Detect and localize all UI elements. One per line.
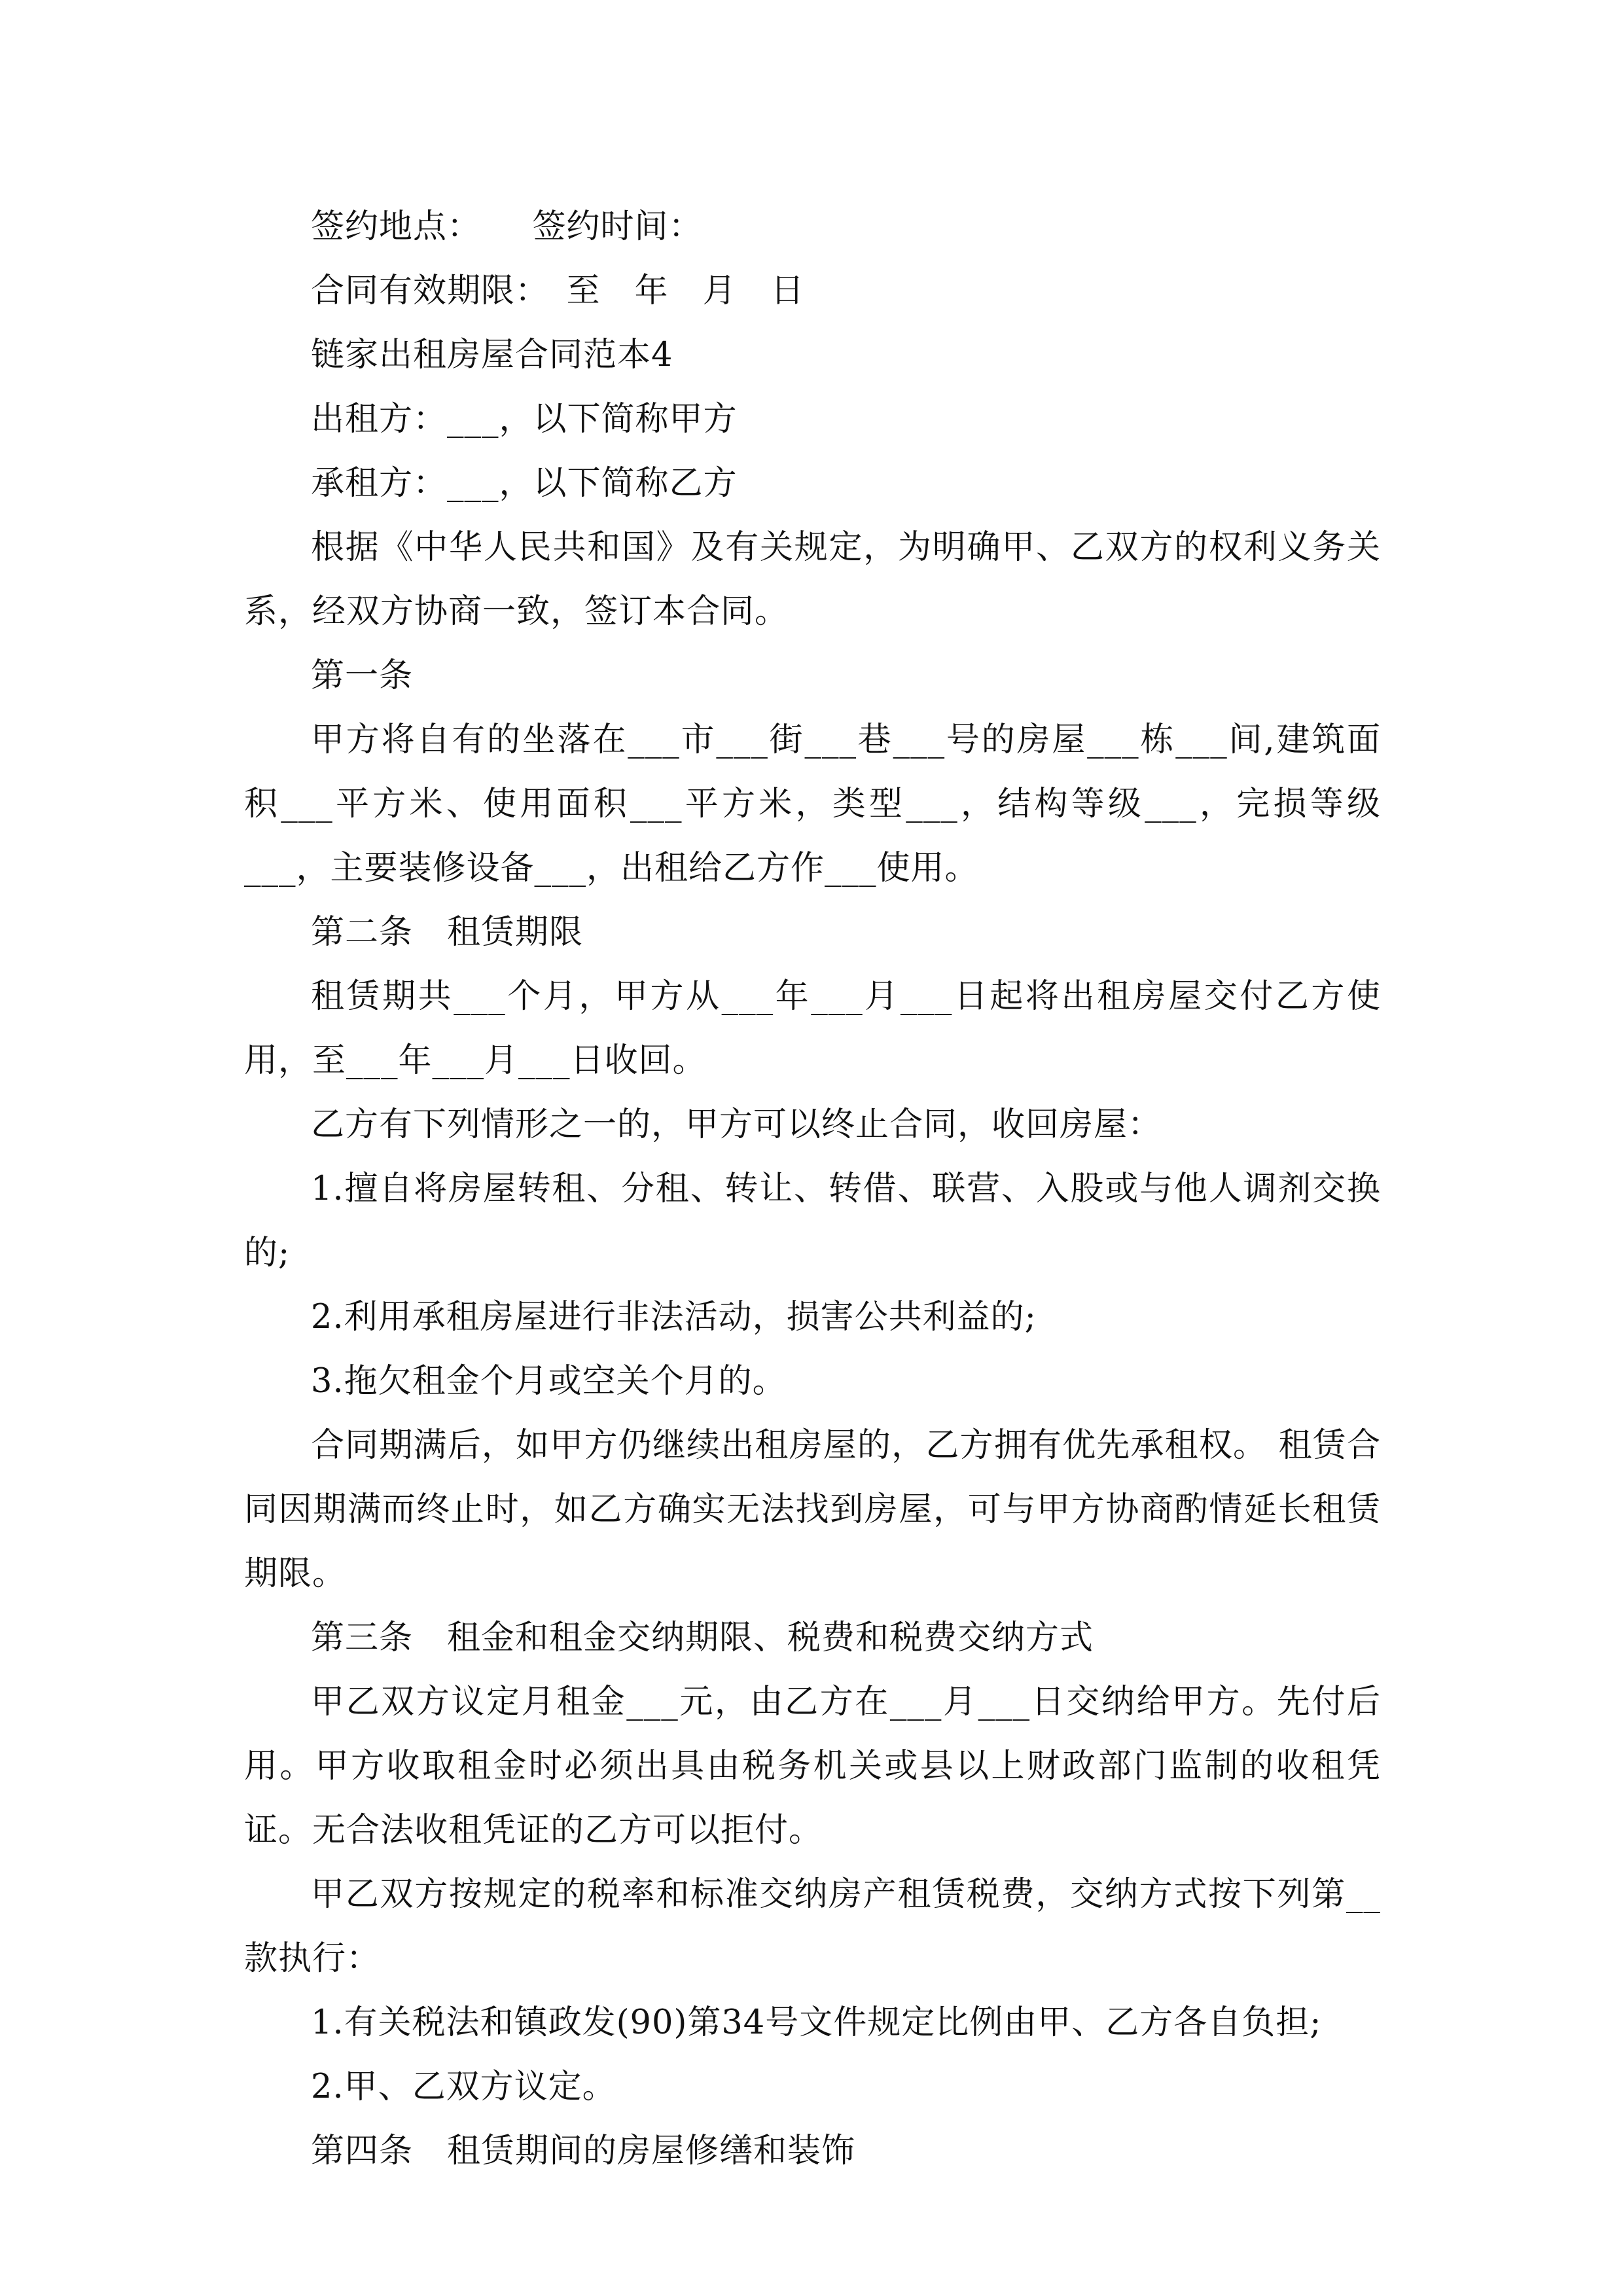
rent-payment-paragraph: 甲乙双方议定月租金___元，由乙方在___月___日交纳给甲方。先付后用。甲方收取租金时必须出具由税务机关或县以上财政部门监制的收租凭证。无合法收租凭证的乙方可以拒付。 xyxy=(244,1683,1381,1850)
article-4-heading: 第四条 租赁期间的房屋修缮和装饰 xyxy=(311,2132,856,2170)
lessee-line: 承租方：___，以下简称乙方 xyxy=(311,464,738,503)
tax-item-1: 1.有关税法和镇政发(90)第34号文件规定比例由甲、乙方各自负担; xyxy=(311,2003,1322,2042)
contract-text xyxy=(244,195,1381,2183)
lease-term-paragraph: 租赁期共___个月，甲方从___年___月___日起将出租房屋交付乙方使用，至___年___月___日收回。 xyxy=(244,977,1381,1080)
article-3-heading: 第三条 租金和租金交纳期限、税费和税费交纳方式 xyxy=(311,1619,1094,1657)
article-1-paragraph: 甲方将自有的坐落在___市___街___巷___号的房屋___栋___间,建筑面积___平方米、使用面积___平方米，类型___，结构等级___，完损等级___，主要装修设备___，出租给乙方作___使用。 xyxy=(244,721,1381,888)
tax-payment-paragraph: 甲乙双方按规定的税率和标准交纳房产租赁税费，交纳方式按下列第__款执行： xyxy=(244,1875,1381,1978)
article-1-heading: 第一条 xyxy=(311,656,414,695)
signing-place-time-line: 签约地点： 签约时间： xyxy=(311,207,703,246)
article-2-heading: 第二条 租赁期限 xyxy=(311,913,584,952)
preamble-paragraph: 根据《中华人民共和国》及有关规定，为明确甲、乙双方的权利义务关系，经双方协商一致，签订本合同。 xyxy=(244,528,1381,631)
contract-title: 链家出租房屋合同范本4 xyxy=(311,336,673,374)
lessor-line: 出租方：___，以下简称甲方 xyxy=(311,400,738,439)
termination-intro: 乙方有下列情形之一的，甲方可以终止合同，收回房屋： xyxy=(311,1105,1162,1144)
contract-validity-line: 合同有效期限： 至 年 月 日 xyxy=(311,272,805,310)
renewal-paragraph: 合同期满后，如甲方仍继续出租房屋的，乙方拥有优先承租权。 租赁合同因期满而终止时，如乙方确实无法找到房屋，可与甲方协商酌情延长租赁期限。 xyxy=(244,1426,1381,1593)
termination-item-3: 3.拖欠租金个月或空关个月的。 xyxy=(311,1362,787,1401)
termination-item-2: 2.利用承租房屋进行非法活动，损害公共利益的; xyxy=(311,1298,1037,1336)
tax-item-2: 2.甲、乙双方议定。 xyxy=(311,2068,616,2106)
termination-item-1: 1.擅自将房屋转租、分租、转让、转借、联营、入股或与他人调剂交换的; xyxy=(244,1170,1381,1272)
